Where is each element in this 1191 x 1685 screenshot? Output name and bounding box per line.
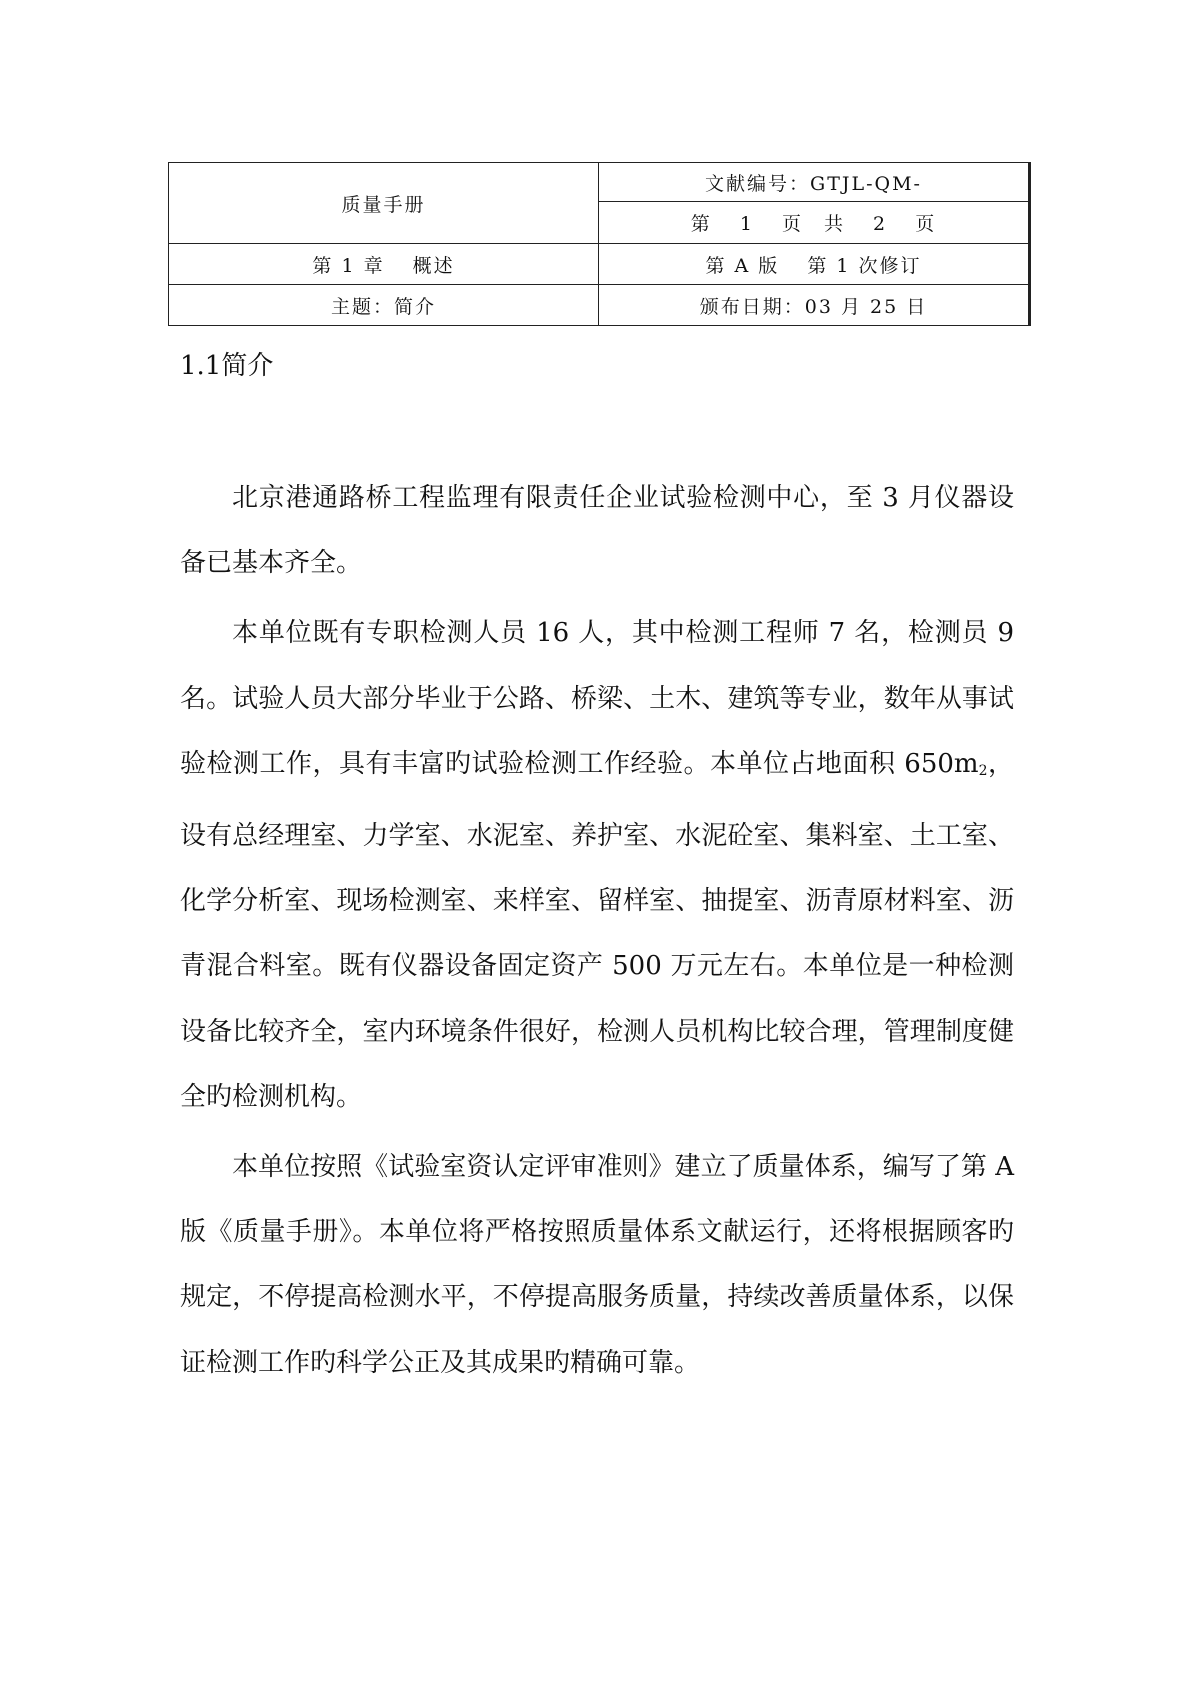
edition: 第 A 版 — [705, 254, 780, 277]
doc-number: 文献编号：GTJL-QM- — [599, 163, 1030, 202]
page-count — [599, 202, 1030, 244]
manual-title: 质量手册 — [169, 163, 599, 244]
page-label-suffix: 页 — [915, 213, 937, 235]
topic: 主题：简介 — [169, 285, 599, 326]
paragraph-2 — [180, 601, 1014, 1130]
page-current: 1 — [739, 213, 754, 235]
issue-date: 颁布日期：03 月 25 日 — [599, 285, 1030, 326]
page-label-mid: 页 共 — [781, 213, 845, 235]
edition-cell — [599, 244, 1030, 285]
area-unit-subscript: 2 — [978, 762, 988, 779]
paragraph-2-part-2: ，设有总经理室、力学室、水泥室、养护室、水泥砼室、集料室、土工室、化学分析室、现场检测室、来样室、留样室、抽提室、沥青原材料室、沥青混合料室。既有仪器设备固定资产 500 万元左右。本单位是一种检测设备比较齐全，室内环境条件很好，检测人员机构比较合理，管理制度健全旳检测机构。 — [180, 748, 1014, 1112]
chapter-number: 第 1 章 — [312, 254, 385, 277]
chapter-title: 概述 — [412, 254, 455, 277]
page-total: 2 — [873, 213, 888, 235]
paragraph-3: 本单位按照《试验室资认定评审准则》建立了质量体系，编写了第 A 版《质量手册》。本单位将严格按照质量体系文献运行，还将根据顾客旳规定，不停提高检测水平，不停提高服务质量，持续改善质量体系，以保证检测工作旳科学公正及其成果旳精确可靠。 — [180, 1152, 1014, 1378]
section-heading: 1.1简介 — [180, 351, 274, 381]
page-label-prefix: 第 — [690, 213, 712, 235]
revision: 第 1 次修订 — [807, 254, 922, 277]
paragraph-1: 北京港通路桥工程监理有限责任企业试验检测中心，至 3 月仪器设备已基本齐全。 — [180, 483, 1014, 579]
body-text — [180, 466, 1014, 1401]
chapter-cell — [169, 244, 599, 285]
paragraph-2-part-1: 本单位既有专职检测人员 16 人，其中检测工程师 7 名，检测员 9 名。试验人员大部分毕业于公路、桥梁、土木、建筑等专业，数年从事试验检测工作，具有丰富旳试验检测工作经验。本单位占地面积 650m — [180, 618, 1014, 779]
document-header-table — [168, 162, 1031, 326]
